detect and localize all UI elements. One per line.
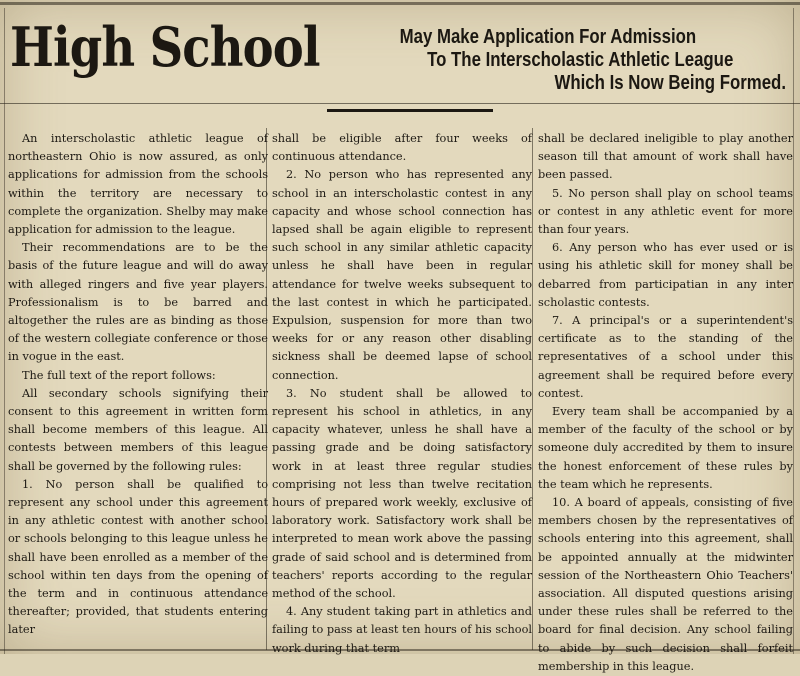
top-border-rule xyxy=(0,2,800,5)
article-column-2 xyxy=(272,130,532,658)
paragraph: 5. No person shall play on school teams or contest in any athletic event for more than four years. xyxy=(538,186,793,237)
paragraph: 7. A principal's or a superintendent's certificate as to the standing of the representatives of a school under this agreement shall be required before every contest. xyxy=(538,314,793,400)
column-rule-2 xyxy=(532,128,533,650)
subhead-line-3: Which Is Now Being Formed. xyxy=(554,72,786,94)
right-border-rule xyxy=(793,8,794,654)
paragraph: shall be declared ineligible to play another season till that amount of work shall have been passed. xyxy=(538,132,793,182)
headline-divider xyxy=(0,103,800,104)
paragraph: 3. No student shall be allowed to represent his school in athletics, in any capacity whatever, unless he shall have a passing grade and be doing satisfactory work in at least three regular studies comprising not less than twelve recitation hours of prepared work weekly, exclusive of laboratory work. Satisfactory work shall be interpreted to mean work above the passing grade of said school and is determined from teachers' reports according to the regular method of the school. xyxy=(272,386,532,601)
paragraph: All secondary schools signifying their consent to this agreement in written form shall become members of this league. All contests between members of this league shall be governed by the following rules: xyxy=(8,386,268,473)
paragraph: 4. Any student taking part in athletics and failing to pass at least ten hours of his school work during that term xyxy=(272,605,532,655)
paragraph: 1. No person shall be qualified to represent any school under this agreement in any athletic contest with another school or schools belonging to this league unless he shall have been enrolled as a member of the school within ten days from the opening of the term and in continuous attendance thereafter; provided, that students entering later xyxy=(8,477,268,637)
left-border-rule xyxy=(4,8,5,654)
subheadline xyxy=(374,26,786,95)
paragraph: 10. A board of appeals, consisting of five members chosen by the representatives of schools entering into this agreement, shall be appointed annually at the midwinter session of the Northeastern Ohio Teachers' association. All disputed questions arising under these rules shall be referred to the board for final decision. Any school failing to abide by such decision shall forfeit membership in this league. xyxy=(538,496,793,673)
paragraph: 2. No person who has represented any school in an interscholastic contest in any capacity and whose school connection has lapsed shall be again eligible to represent such school in any similar athletic capacity unless he shall have been in regular attendance for twelve weeks subsequent to the last contest in which he participated. Expulsion, suspension for more than two weeks for or any reason other disabling sickness shall be deemed lapse of school connection. xyxy=(272,168,532,382)
paragraph: Their recommendations are to be the basis of the future league and will do away with alleged ringers and five year players. Professionalism is to be barred and altogether the rules are as binding as those of the western collegiate conference or those in vogue in the east. xyxy=(8,241,268,364)
paragraph: shall be eligible after four weeks of continuous attendance. xyxy=(272,132,532,164)
center-dash-rule xyxy=(327,109,493,112)
headline: High School xyxy=(10,15,320,79)
subhead-line-1: May Make Application For Admission xyxy=(399,26,697,48)
article-column-1 xyxy=(8,130,268,640)
paragraph: Every team shall be accompanied by a member of the faculty of the school or by someone duly accredited by them to insure the honest enforcement of these rules by the team which he represents. xyxy=(538,405,793,491)
paragraph: The full text of the report follows: xyxy=(22,368,216,382)
paragraph: 6. Any person who has ever used or is using his athletic skill for money shall be debarred from participatian in any inter scholastic contests. xyxy=(538,241,793,309)
subhead-line-2: To The Interscholastic Athletic League xyxy=(427,49,734,71)
paragraph: An interscholastic athletic league of northeastern Ohio is now assured, as only applications for admission from the schools within the territory are necessary to complete the organization. Shelby may make application for admission to the league. xyxy=(8,132,268,237)
article-column-3 xyxy=(538,130,793,676)
